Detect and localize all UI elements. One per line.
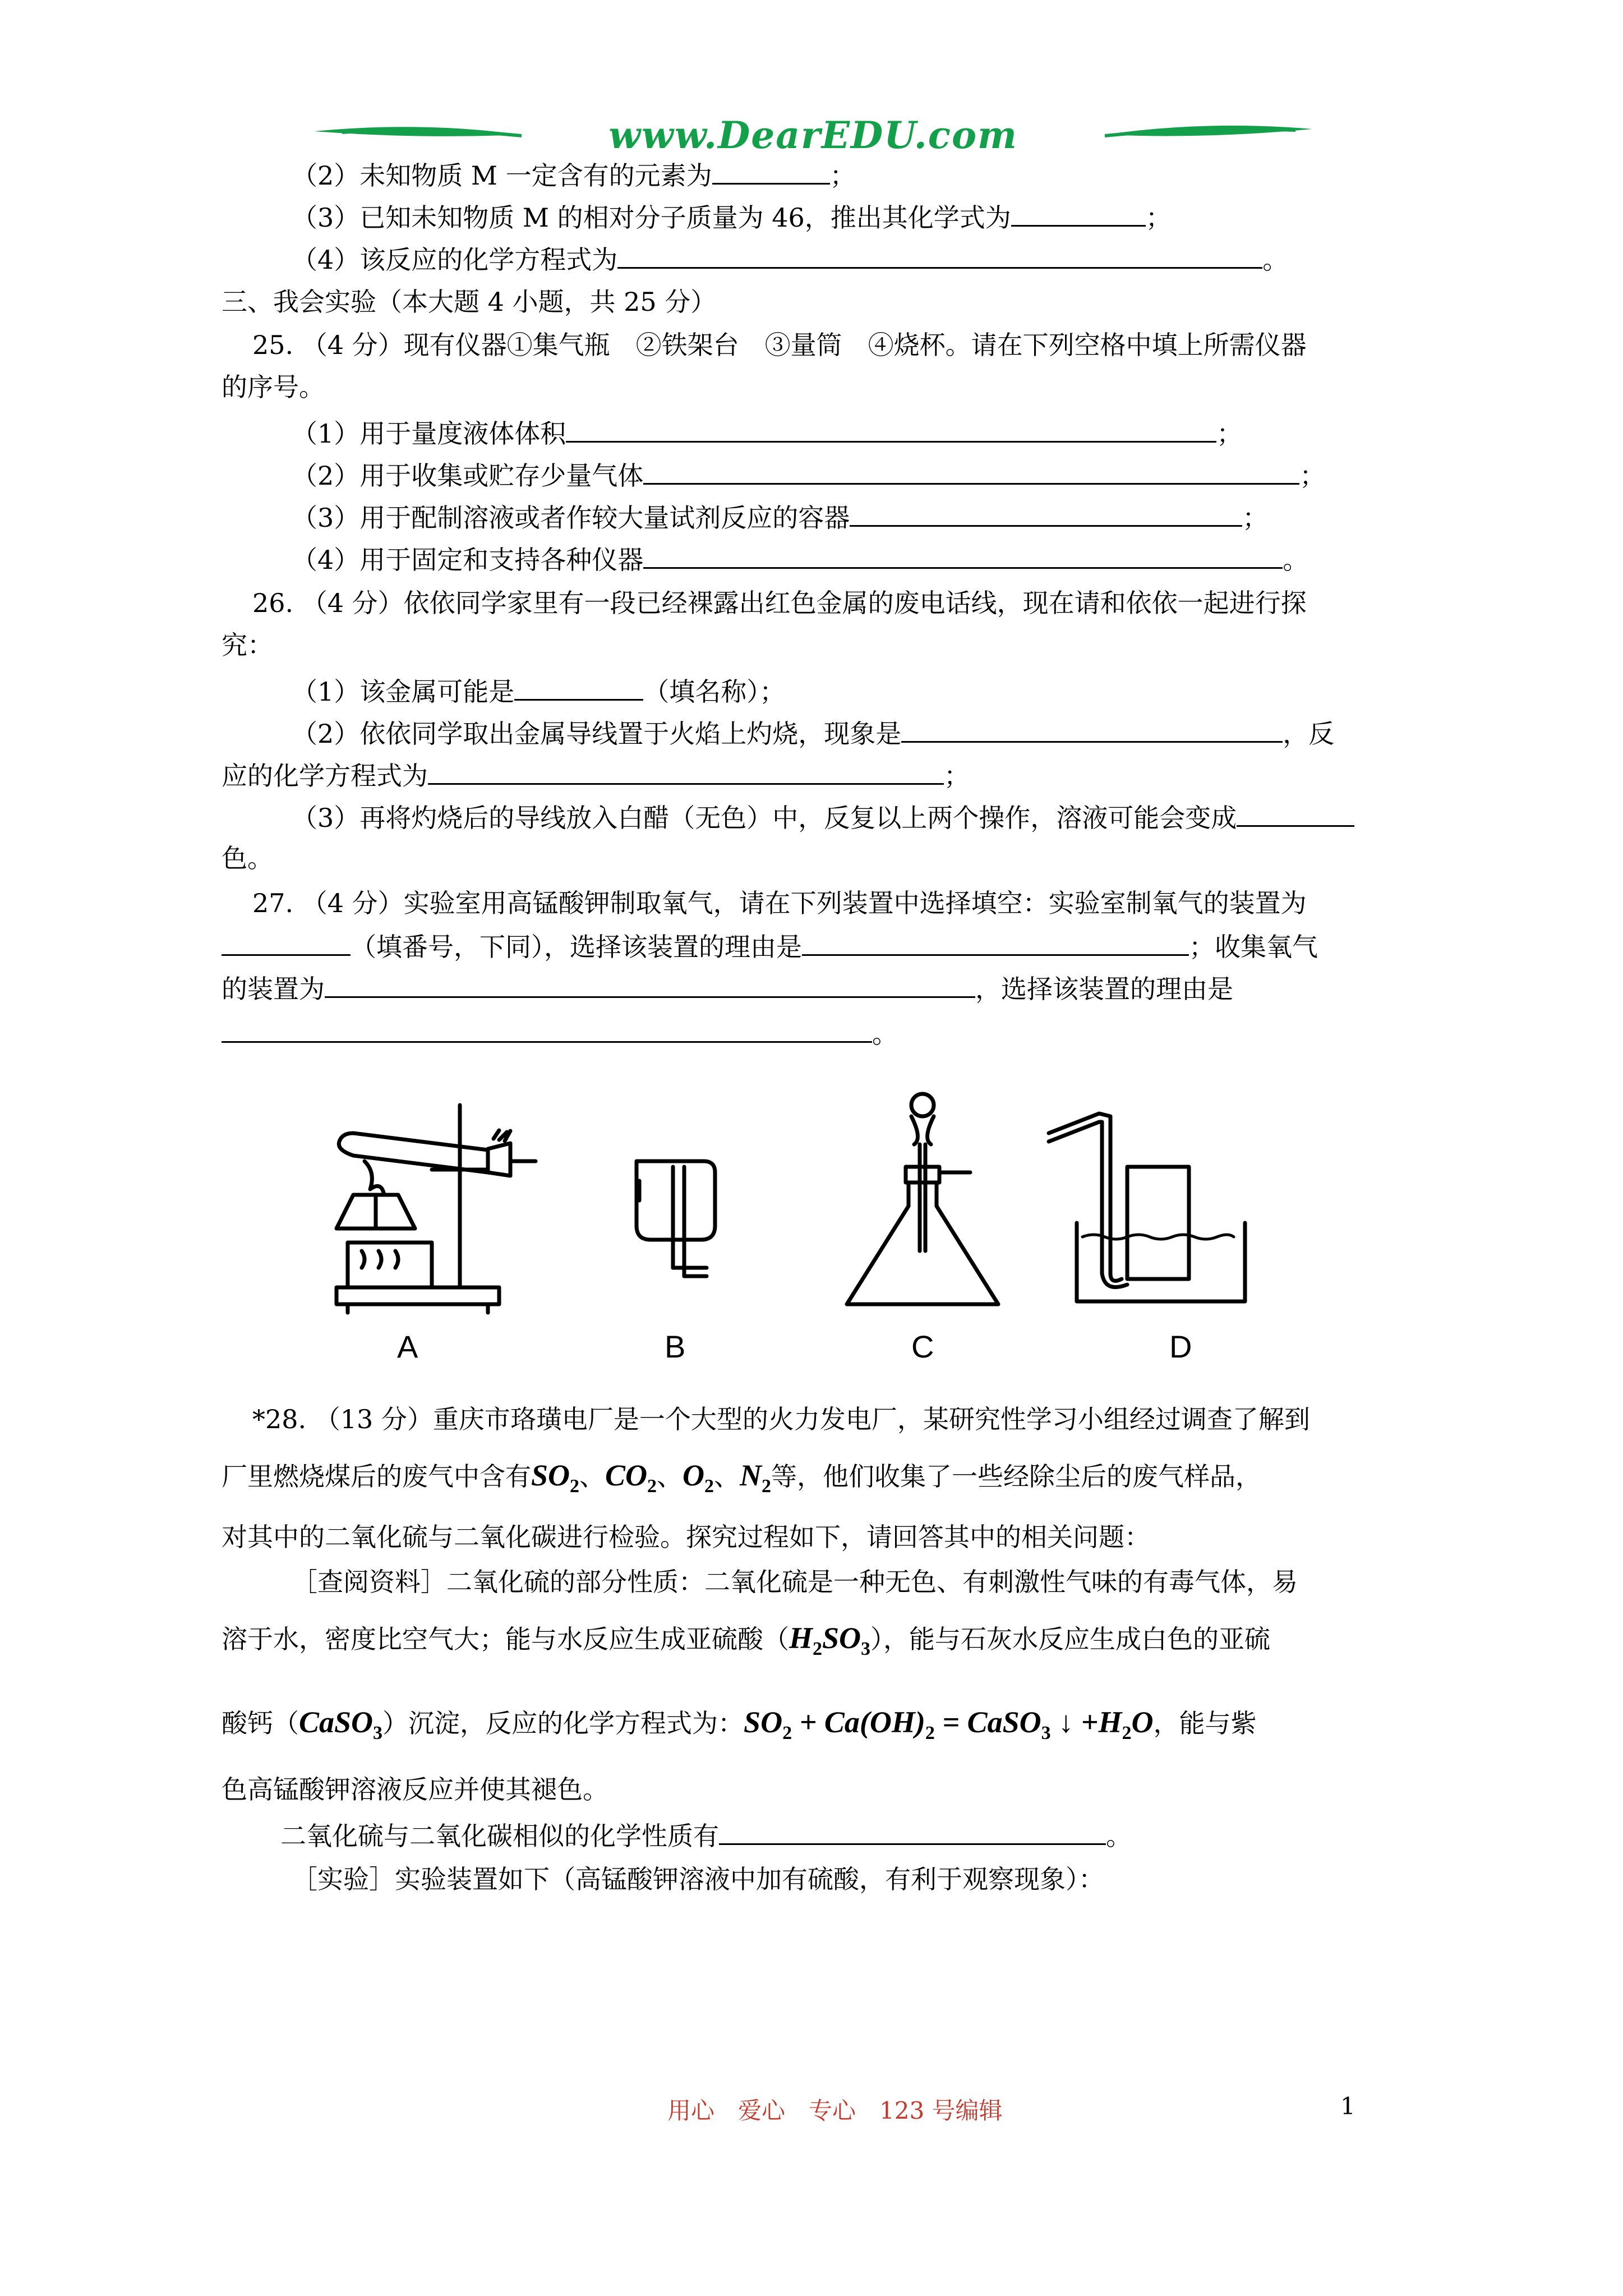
q28-line9: ［实验］实验装置如下（高锰酸钾溶液中加有硫酸，有利于观察现象）： <box>292 1864 1104 1894</box>
q26-part3: （3）再将灼烧后的导线放入白醋（无色）中，反复以上两个操作，溶液可能会变成 <box>292 799 1354 835</box>
q28-line5: 溶于水，密度比空气大；能与水反应生成亚硫酸$(H_2SO_3)$，能与石灰水反应生成白色的亚硫 <box>222 1621 1271 1659</box>
q26-part2-cont: 应的化学方程式为 ； <box>222 757 970 793</box>
q26-part1: （1）该金属可能是 （填名称）； <box>292 673 785 708</box>
q28-line2: 厂里燃烧煤后的废气中含有$SO_2$、$CO_2$、$O_2$、$N_2$等，他们收集了一些经除尘后的废气样品， <box>222 1458 1262 1497</box>
q25-stem-line1: 25. （4 分）现有仪器①集气瓶 ②铁架台 ③量筒 ④烧杯。请在下列空格中填上所需仪器 <box>252 330 1307 360</box>
q26-stem-line1: 26. （4 分）依依同学家里有一段已经裸露出红色金属的废电话线，现在请和依依一起进行探 <box>252 588 1307 618</box>
answer-blank[interactable] <box>1237 799 1354 827</box>
formula-n2: $N_2$ <box>740 1458 772 1497</box>
answer-blank[interactable] <box>514 673 643 701</box>
answer-blank[interactable] <box>712 157 830 185</box>
q25-stem-line2: 的序号。 <box>222 372 325 402</box>
q26-stem-line2: 究： <box>222 630 273 660</box>
answer-blank[interactable] <box>643 457 1299 485</box>
q24-part3: （3）已知未知物质 M 的相对分子质量为 46，推出其化学式为 ； <box>292 199 1172 234</box>
site-header-logo <box>308 110 1318 160</box>
apparatus-figure <box>314 1083 1312 1386</box>
q26-part3-cont: 色。 <box>222 843 273 873</box>
formula-o2: $O_2$ <box>683 1458 714 1497</box>
figure-label-a: A <box>397 1329 418 1364</box>
figure-label-b: B <box>665 1329 686 1364</box>
apparatus-d-water-trough <box>1049 1114 1245 1301</box>
q28-line7: 色高锰酸钾溶液反应并使其褪色。 <box>222 1774 608 1805</box>
answer-blank[interactable] <box>428 757 944 785</box>
answer-blank[interactable] <box>643 541 1283 569</box>
formula-h2so3: $H_2SO_3$ <box>789 1621 871 1659</box>
q25-part1: （1）用于量度液体体积 ； <box>292 415 1242 450</box>
site-logo-text: www.DearEDU.com <box>608 113 1018 157</box>
q25-part4: （4）用于固定和支持各种仪器 。 <box>292 541 1308 577</box>
answer-blank[interactable] <box>1011 199 1146 227</box>
answer-blank[interactable] <box>850 499 1242 527</box>
q26-part2: （2）依依同学取出金属导线置于火焰上灼烧，现象是 ，反 <box>292 715 1334 751</box>
q24-part2: （2）未知物质 M 一定含有的元素为 ； <box>292 157 856 192</box>
apparatus-a-heating-setup <box>336 1105 536 1313</box>
answer-blank[interactable] <box>901 715 1283 743</box>
answer-blank[interactable] <box>719 1818 1106 1845</box>
page-footer-text: 用心 爱心 专心 123 号编辑 <box>667 2097 1003 2124</box>
answer-blank[interactable] <box>802 928 1189 956</box>
q24-part4: （4）该反应的化学方程式为 。 <box>292 241 1288 277</box>
apparatus-c-conical-flask <box>847 1094 998 1304</box>
q28-line4: ［查阅资料］二氧化硫的部分性质：二氧化硫是一种无色、有刺激性气味的有毒气体，易 <box>292 1567 1298 1597</box>
answer-blank[interactable] <box>222 928 351 956</box>
figure-label-d: D <box>1169 1329 1192 1364</box>
answer-blank[interactable] <box>325 970 975 998</box>
figure-label-c: C <box>911 1329 934 1364</box>
reaction-equation: $SO_2 + Ca(OH)_2$ = CaSO$_3$ ↓ $+H_2O$ <box>744 1705 1154 1743</box>
q27-line3: 的装置为 ，选择该装置的理由是 <box>222 970 1233 1006</box>
answer-blank[interactable] <box>222 1015 872 1043</box>
q27-stem-line1: 27. （4 分）实验室用高锰酸钾制取氧气，请在下列装置中选择填空：实验室制氧气的装置为 <box>252 888 1307 918</box>
formula-co2: $CO_2$ <box>605 1458 657 1497</box>
q25-part2: （2）用于收集或贮存少量气体 ； <box>292 457 1325 493</box>
page-number: 1 <box>1340 2092 1355 2120</box>
q28-line3: 对其中的二氧化硫与二氧化碳进行检验。探究过程如下，请回答其中的相关问题： <box>222 1522 1150 1552</box>
formula-so2: $SO_2$ <box>531 1458 580 1497</box>
answer-blank[interactable] <box>617 241 1262 269</box>
apparatus-b-gas-bottle <box>637 1161 715 1276</box>
q27-line4: 。 <box>222 1015 898 1051</box>
q28-stem-line1: *28. （13 分）重庆市珞璜电厂是一个大型的火力发电厂，某研究性学习小组经过调查了解到 <box>252 1404 1310 1434</box>
q28-line6: 酸钙（CaSO$_3$）沉淀，反应的化学方程式为：$SO_2 + Ca(OH)_2$ = CaSO$_3$ ↓ $+H_2O$，能与紫 <box>222 1705 1257 1743</box>
apparatus-diagram <box>314 1083 1312 1386</box>
q28-line8: 二氧化硫与二氧化碳相似的化学性质有 。 <box>280 1818 1132 1853</box>
formula-caso3: CaSO$_3$ <box>299 1705 383 1743</box>
q25-part3: （3）用于配制溶液或者作较大量试剂反应的容器 ； <box>292 499 1268 535</box>
answer-blank[interactable] <box>566 415 1216 443</box>
section-3-title: 三、我会实验（本大题 4 小题，共 25 分） <box>222 287 717 317</box>
q27-line2: （填番号，下同），选择该装置的理由是 ；收集氧气 <box>222 928 1318 964</box>
